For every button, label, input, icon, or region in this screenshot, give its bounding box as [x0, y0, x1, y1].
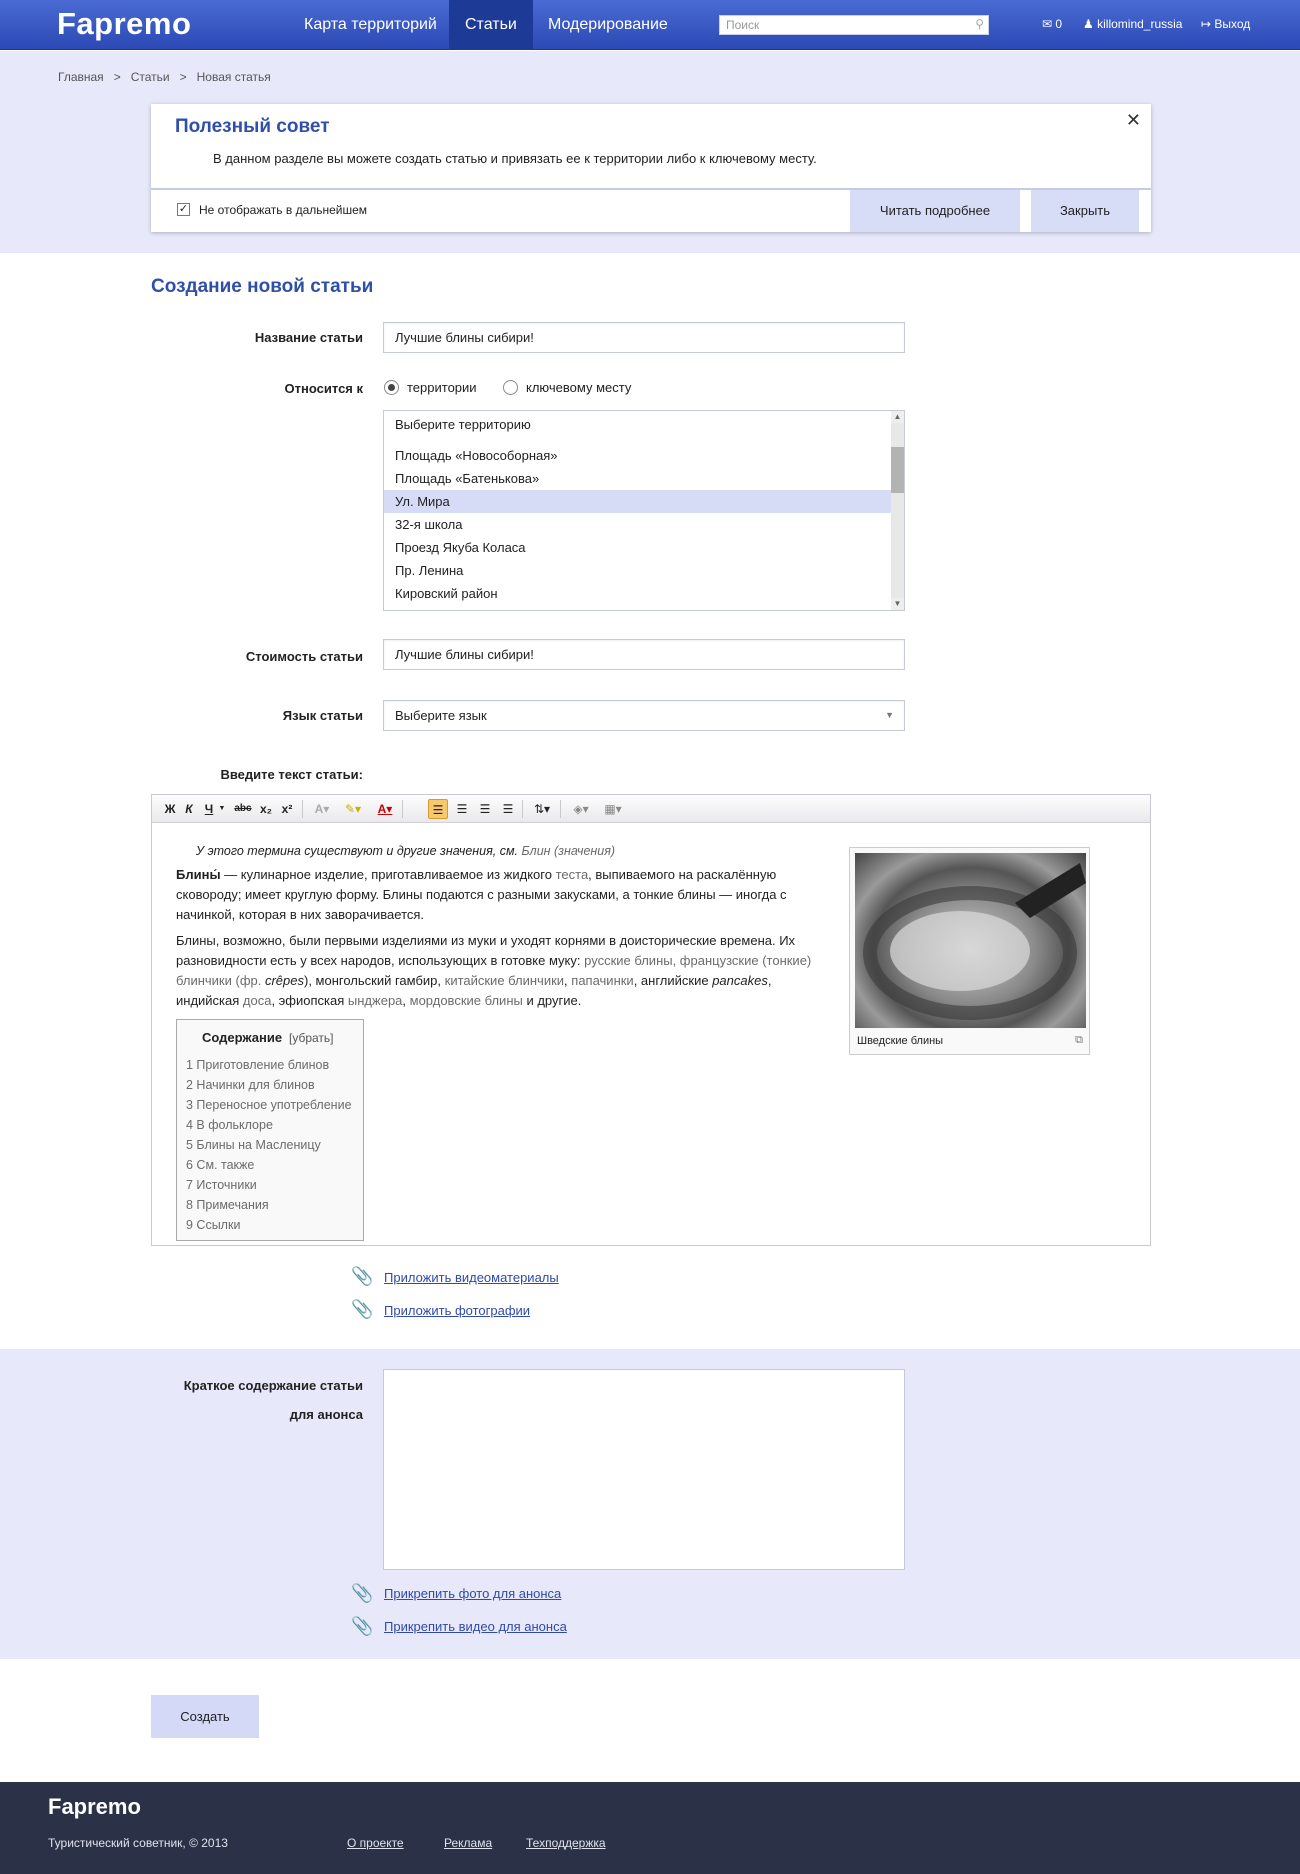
- footer-ads-link[interactable]: Реклама: [444, 1836, 493, 1850]
- subscript-button[interactable]: x₂: [259, 802, 272, 816]
- language-label: Язык статьи: [282, 708, 363, 723]
- relates-label: Относится к: [284, 381, 363, 396]
- toolbar-divider: [402, 800, 403, 818]
- messages-link[interactable]: [1042, 17, 1062, 31]
- list-item[interactable]: Пр. Ленина: [395, 563, 464, 578]
- footer-support-link[interactable]: Техподдержка: [526, 1836, 606, 1850]
- nav-moderation[interactable]: Модерирование: [548, 16, 668, 33]
- wiki-link[interactable]: русские блины, французские (тонкие) блинчики: [176, 953, 812, 988]
- list-item[interactable]: Площадь «Новособорная»: [395, 448, 558, 463]
- hatnote-text: У этого термина существуют и другие значения, см.: [196, 844, 522, 858]
- editor-toolbar: [152, 795, 1150, 823]
- create-button[interactable]: Создать: [151, 1695, 259, 1738]
- article-cost-input[interactable]: Лучшие блины сибири!: [383, 639, 905, 670]
- username: killomind_russia: [1097, 17, 1183, 31]
- text-run: Блины, возможно, были первыми изделиями из муки и уходят корнями в доисторические времена. Их разновидности есть у всех народов, использующих в готовке муку:: [176, 933, 796, 968]
- toolbar-divider: [302, 800, 303, 818]
- cost-label: Стоимость статьи: [245, 649, 363, 664]
- radio-territory-label: территории: [407, 380, 477, 395]
- italic-button[interactable]: К: [185, 802, 193, 816]
- paperclip-icon: 📎: [351, 1583, 374, 1603]
- tip-text: В данном разделе вы можете создать статью и привязать ее к территории либо к ключевому месту.: [213, 151, 817, 166]
- tip-panel: [151, 104, 1151, 232]
- toolbar-divider: [560, 800, 561, 818]
- scrollbar[interactable]: [891, 411, 904, 610]
- language-select[interactable]: [383, 700, 905, 731]
- user-icon: ♟: [1083, 17, 1094, 31]
- text-run: , английские: [633, 973, 713, 988]
- text-label: Введите текст статьи:: [220, 767, 363, 782]
- logo[interactable]: Fapremo: [57, 6, 192, 41]
- wiki-link[interactable]: теста: [555, 867, 589, 882]
- line-spacing-icon[interactable]: ⇅▾: [533, 802, 551, 816]
- logout-link[interactable]: [1201, 17, 1250, 31]
- article-name-input[interactable]: Лучшие блины сибири!: [383, 322, 905, 353]
- toc-item[interactable]: 8 Примечания: [186, 1198, 269, 1212]
- logout-label: Выход: [1214, 17, 1251, 31]
- radio-key-place[interactable]: [503, 380, 518, 395]
- text-run: pancakes: [712, 973, 768, 988]
- search-icon[interactable]: ⚲: [975, 17, 984, 31]
- term-bold: Блины́: [176, 867, 221, 882]
- nav-territory-map[interactable]: Карта территорий: [304, 16, 437, 33]
- text-run: , эфиопская: [271, 993, 348, 1008]
- paragraph: [176, 931, 831, 1011]
- bold-button[interactable]: Ж: [164, 802, 176, 816]
- search-input[interactable]: [719, 15, 989, 35]
- toc-item[interactable]: 3 Переносное употребление: [186, 1098, 352, 1112]
- strikethrough-button[interactable]: abc: [234, 803, 252, 814]
- user-link[interactable]: [1083, 17, 1182, 31]
- attach-announce-video-link[interactable]: Прикрепить видео для анонса: [384, 1619, 567, 1634]
- name-label: Название статьи: [254, 330, 363, 345]
- radio-key-place-label: ключевому месту: [526, 380, 632, 395]
- image-caption: Шведские блины: [857, 1035, 944, 1047]
- toc-item[interactable]: 1 Приготовление блинов: [186, 1058, 330, 1072]
- wiki-link[interactable]: доса: [242, 993, 272, 1008]
- close-icon[interactable]: ✕: [1125, 110, 1141, 130]
- chevron-down-icon: ▼: [885, 710, 894, 720]
- fill-color-icon[interactable]: ◈▾: [573, 802, 589, 816]
- breadcrumb-current: Новая статья: [196, 70, 271, 84]
- text-run: ,: [564, 973, 572, 988]
- footer-logo[interactable]: Fapremo: [48, 1794, 141, 1819]
- footer-copyright: Туристический советник, © 2013: [48, 1836, 228, 1850]
- scrollbar-thumb[interactable]: [891, 447, 904, 493]
- pancakes-photo: [855, 853, 1086, 1028]
- scroll-up-icon[interactable]: ▲: [891, 411, 904, 423]
- hatnote: [196, 841, 851, 861]
- dont-show-checkbox[interactable]: ✓: [178, 203, 189, 215]
- text-run: и другие.: [522, 993, 582, 1008]
- image-thumbnail[interactable]: [849, 847, 1090, 1055]
- pancake-illustration: [855, 853, 1086, 1028]
- list-item[interactable]: 32-я школа: [395, 517, 463, 532]
- list-item[interactable]: Кировский район: [395, 586, 498, 601]
- align-justify-icon[interactable]: ☰: [502, 802, 514, 816]
- top-header: [0, 0, 1300, 50]
- highlight-color-icon[interactable]: ✎▾: [344, 802, 362, 816]
- paperclip-icon: 📎: [351, 1266, 374, 1286]
- text-run: (фр.: [231, 973, 265, 988]
- attach-video-link[interactable]: Приложить видеоматериалы: [384, 1270, 559, 1285]
- envelope-icon: ✉: [1042, 17, 1053, 31]
- footer-about-link[interactable]: О проекте: [347, 1836, 404, 1850]
- hatnote-link[interactable]: Блин (значения): [521, 844, 616, 858]
- table-icon[interactable]: ▦▾: [604, 802, 622, 816]
- attach-photo-link[interactable]: Приложить фотографии: [384, 1303, 531, 1318]
- logout-icon: ↦: [1201, 17, 1212, 31]
- nav-articles[interactable]: Статьи: [449, 0, 533, 50]
- list-item[interactable]: Проезд Якуба Коласа: [395, 540, 526, 555]
- align-center-icon[interactable]: ☰: [456, 802, 468, 816]
- messages-count: 0: [1055, 17, 1063, 31]
- tip-title: Полезный совет: [175, 116, 330, 137]
- list-header: Выберите территорию: [395, 417, 531, 432]
- scroll-down-icon[interactable]: ▼: [891, 598, 904, 610]
- paperclip-icon: 📎: [351, 1299, 374, 1319]
- toc-item[interactable]: 5 Блины на Масленицу: [186, 1138, 321, 1152]
- font-color-icon[interactable]: A▾: [377, 802, 393, 816]
- paperclip-icon: 📎: [351, 1616, 374, 1636]
- summary-textarea[interactable]: [383, 1369, 905, 1570]
- rich-text-editor[interactable]: [151, 794, 1151, 1246]
- toc-item[interactable]: 4 В фольклоре: [186, 1118, 273, 1132]
- wiki-link[interactable]: папачинки: [571, 973, 634, 988]
- wiki-link[interactable]: китайские блинчики: [444, 973, 565, 988]
- breadcrumb-separator: >: [107, 70, 128, 84]
- radio-territory[interactable]: [384, 380, 399, 395]
- text-run: , индийская: [176, 973, 772, 1008]
- align-right-icon[interactable]: ☰: [479, 802, 491, 816]
- toc-item[interactable]: 6 См. также: [186, 1158, 255, 1172]
- territory-list[interactable]: [383, 410, 905, 611]
- text-run: crêpes: [264, 973, 304, 988]
- text-run: ), монгольский гамбир,: [304, 973, 445, 988]
- breadcrumb-home[interactable]: Главная: [58, 70, 104, 84]
- paragraph: [176, 865, 831, 925]
- read-more-button[interactable]: Читать подробнее: [850, 190, 1020, 232]
- text-effects-icon[interactable]: A▾: [314, 802, 330, 816]
- summary-label-line: Краткое содержание статьи: [183, 1378, 363, 1393]
- text-run: — кулинарное изделие, приготавливаемое из жидкого: [220, 867, 556, 882]
- toc-item[interactable]: 7 Источники: [186, 1178, 257, 1192]
- close-tip-button[interactable]: Закрыть: [1031, 190, 1139, 232]
- toc-item[interactable]: 2 Начинки для блинов: [186, 1078, 315, 1092]
- text-run: ,: [402, 993, 410, 1008]
- list-item-selected[interactable]: Ул. Мира: [384, 490, 892, 513]
- underline-button[interactable]: Ч: [204, 802, 214, 816]
- breadcrumb: [58, 70, 271, 84]
- toc-item[interactable]: 9 Ссылки: [186, 1218, 241, 1232]
- enlarge-icon[interactable]: ⧉: [1075, 1034, 1083, 1046]
- attach-announce-photo-link[interactable]: Прикрепить фото для анонса: [384, 1586, 562, 1601]
- summary-label: [150, 1371, 363, 1429]
- superscript-button[interactable]: x²: [281, 802, 293, 816]
- wiki-link[interactable]: мордовские блины: [409, 993, 523, 1008]
- breadcrumb-separator: >: [172, 70, 194, 84]
- toolbar-divider: [522, 800, 523, 818]
- toc-title: Содержание: [202, 1030, 283, 1045]
- list-item[interactable]: Площадь «Батенькова»: [395, 471, 540, 486]
- summary-label-line: для анонса: [289, 1407, 363, 1422]
- search-placeholder: Поиск: [726, 18, 760, 32]
- toc-remove-link[interactable]: [убрать]: [289, 1031, 334, 1045]
- table-of-contents: [176, 1019, 364, 1241]
- language-value: Выберите язык: [395, 708, 487, 723]
- footer: [0, 1782, 1300, 1874]
- page-title: Создание новой статьи: [151, 276, 374, 297]
- wiki-link[interactable]: ынджера: [347, 993, 403, 1008]
- breadcrumb-articles[interactable]: Статьи: [130, 70, 170, 84]
- text-run: , выпиваемого на раскалённую сковороду; имеет круглую форму. Блины подаются с разными закусками, а тонкие блины — иногда с начинкой, которая в них заворачивается.: [176, 867, 787, 922]
- dont-show-label: Не отображать в дальнейшем: [199, 203, 368, 217]
- align-left-icon[interactable]: ☰: [428, 799, 448, 819]
- chevron-down-icon[interactable]: ▼: [218, 805, 226, 812]
